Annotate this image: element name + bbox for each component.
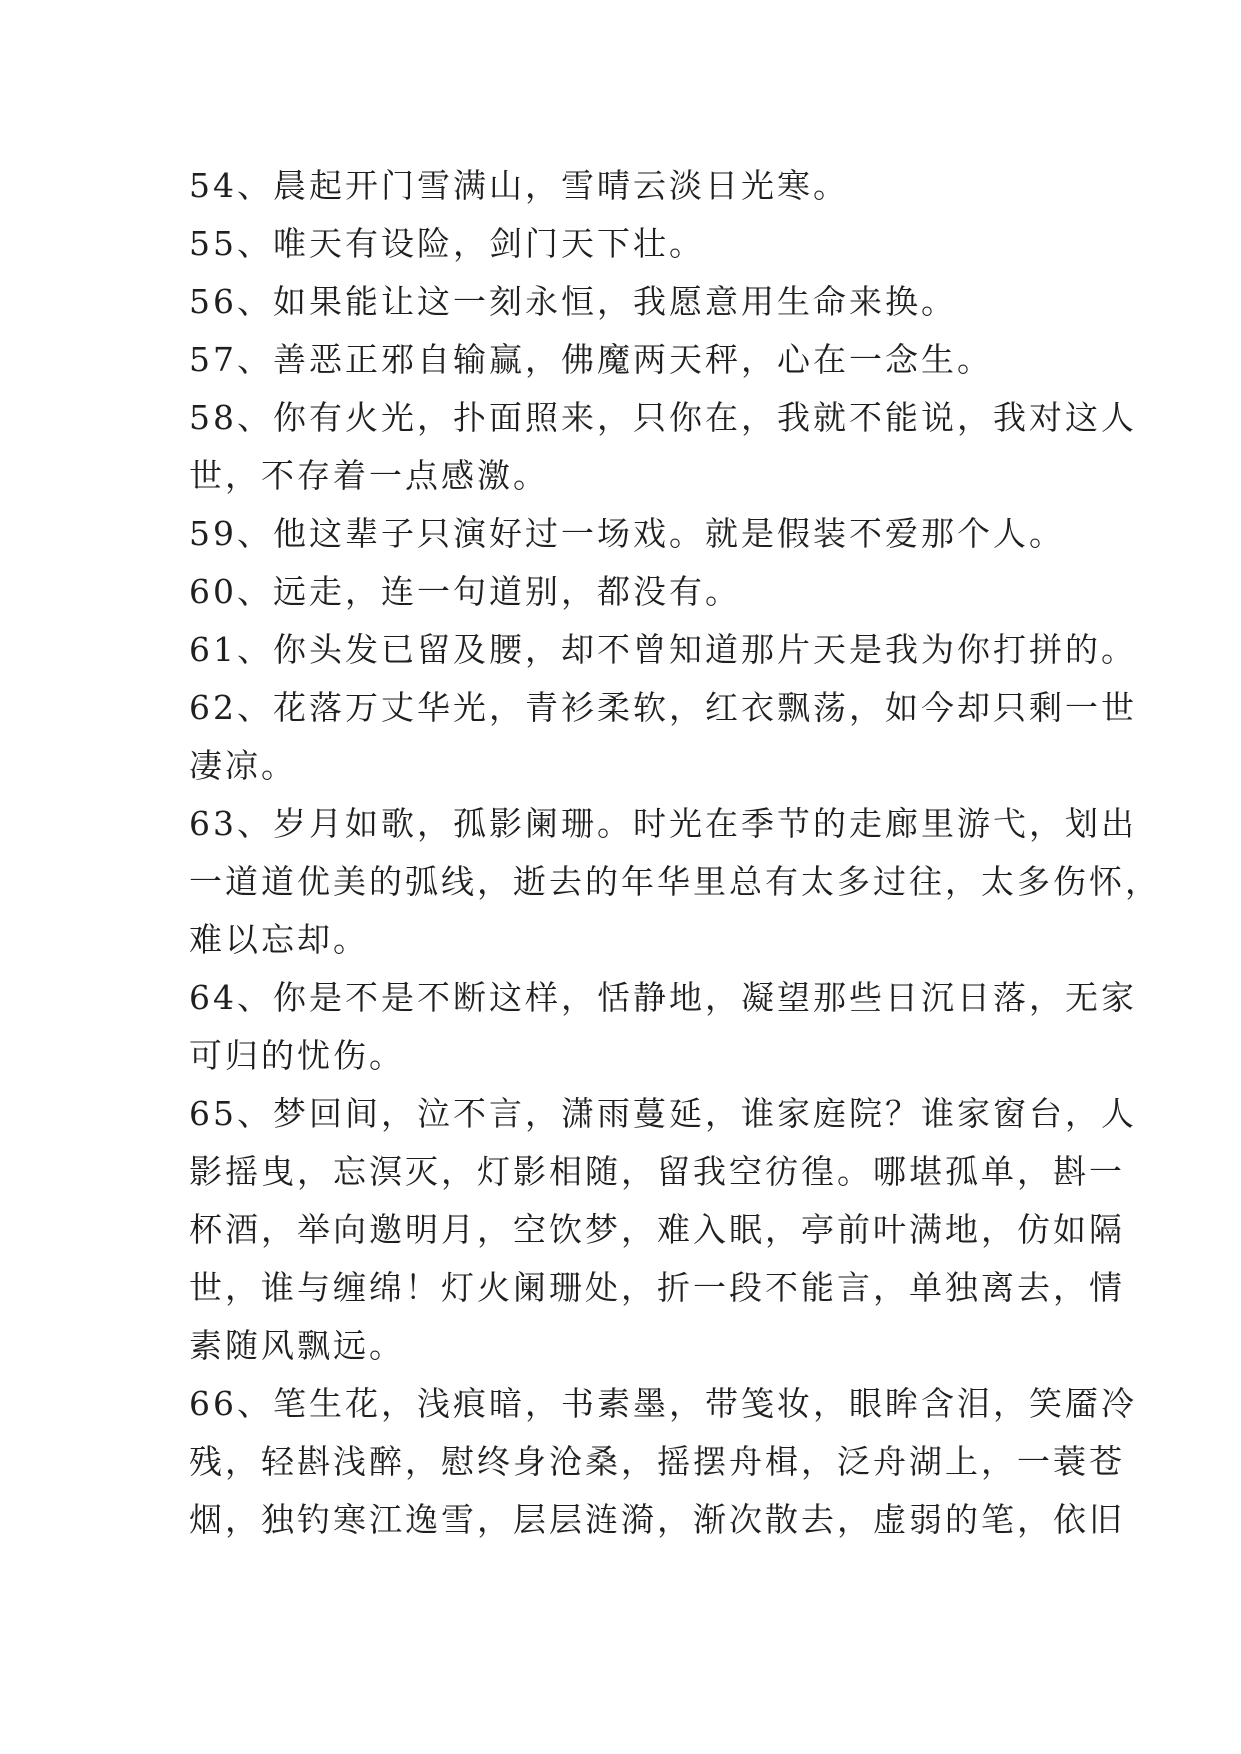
text-line: 57、善恶正邪自输赢，佛魔两天秤，心在一念生。 [189, 340, 993, 379]
text-line: 可归的忧伤。 [189, 1036, 405, 1075]
text-line: 66、笔生花，浅痕暗，书素墨，带笺妆，眼眸含泪，笑靥冷 [189, 1384, 1137, 1423]
text-line: 杯酒，举向邀明月，空饮梦，难入眠，亭前叶满地，仿如隔 [189, 1210, 1125, 1249]
text-line: 54、晨起开门雪满山，雪晴云淡日光寒。 [189, 166, 849, 205]
text-line: 60、远走，连一句道别，都没有。 [189, 572, 741, 611]
text-line: 一道道优美的弧线，逝去的年华里总有太多过往，太多伤怀， [189, 862, 1161, 901]
text-line: 58、你有火光，扑面照来，只你在，我就不能说，我对这人 [189, 398, 1137, 437]
text-line: 素随风飘远。 [189, 1326, 405, 1365]
text-line: 63、岁月如歌，孤影阑珊。时光在季节的走廊里游弋，划出 [189, 804, 1137, 843]
text-line: 61、你头发已留及腰，却不曾知道那片天是我为你打拼的。 [189, 630, 1137, 669]
text-line: 59、他这辈子只演好过一场戏。就是假装不爱那个人。 [189, 514, 1065, 553]
text-line: 残，轻斟浅醉，慰终身沧桑，摇摆舟楫，泛舟湖上，一蓑苍 [189, 1442, 1125, 1481]
text-line: 世，不存着一点感激。 [189, 456, 549, 495]
text-line: 65、梦回间，泣不言，潇雨蔓延，谁家庭院？谁家窗台，人 [189, 1094, 1137, 1133]
text-line: 世，谁与缠绵！灯火阑珊处，折一段不能言，单独离去，情 [189, 1268, 1125, 1307]
text-line: 55、唯天有设险，剑门天下壮。 [189, 224, 705, 263]
text-line: 64、你是不是不断这样，恬静地，凝望那些日沉日落，无家 [189, 978, 1137, 1017]
text-line: 难以忘却。 [189, 920, 369, 959]
text-line: 影摇曳，忘溟灭，灯影相随，留我空彷徨。哪堪孤单，斟一 [189, 1152, 1125, 1191]
text-line: 烟，独钓寒江逸雪，层层涟漪，渐次散去，虚弱的笔，依旧 [189, 1500, 1125, 1539]
text-line: 56、如果能让这一刻永恒，我愿意用生命来换。 [189, 282, 957, 321]
text-line: 凄凉。 [189, 746, 297, 785]
text-line: 62、花落万丈华光，青衫柔软，红衣飘荡，如今却只剩一世 [189, 688, 1137, 727]
document-body [189, 157, 1161, 1549]
